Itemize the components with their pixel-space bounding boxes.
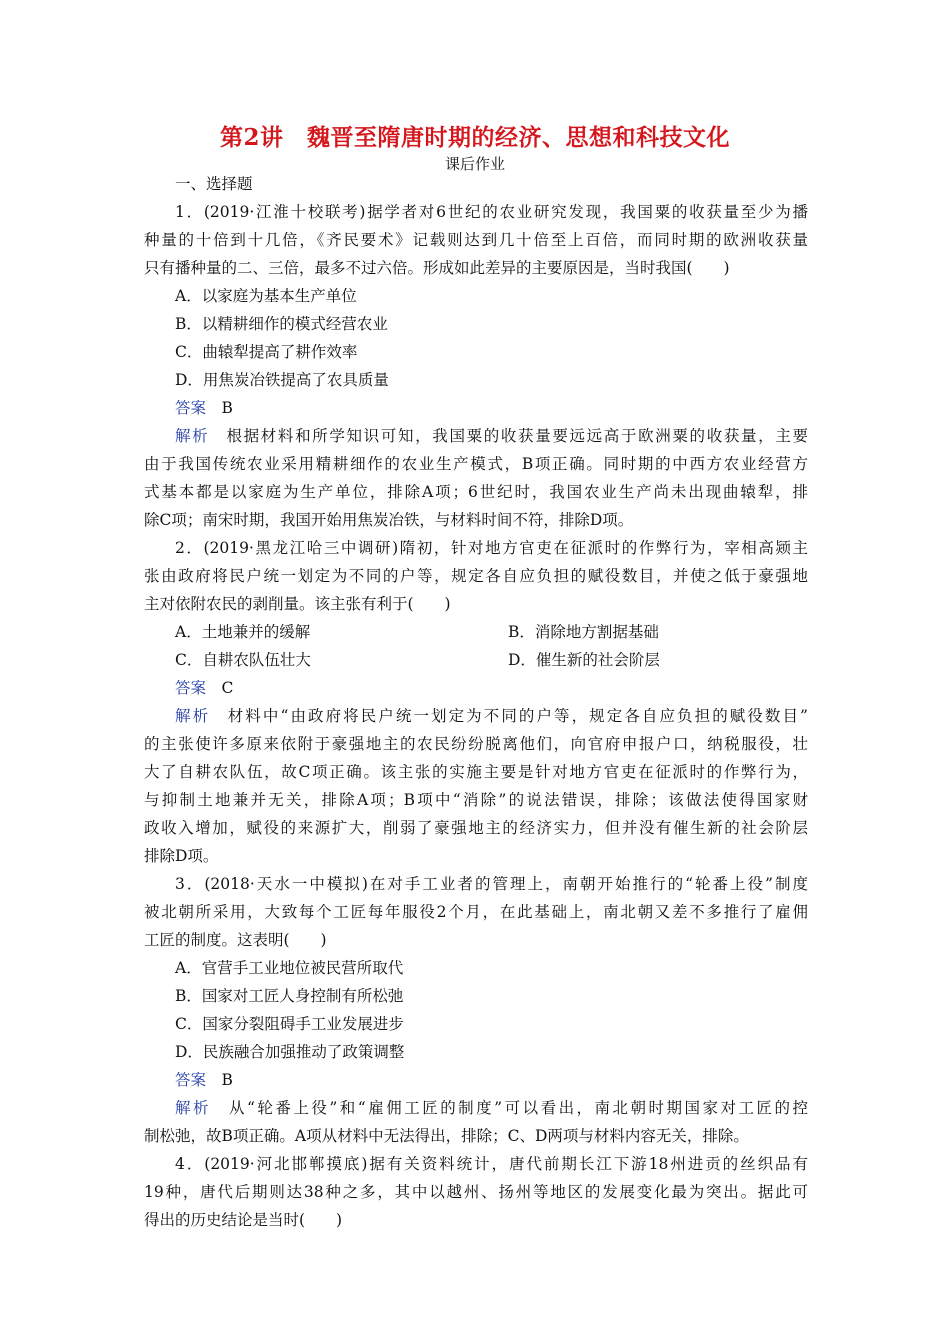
answer-label: 答案	[175, 399, 207, 417]
question-line: 4．(2019·河北邯郸摸底)据有关资料统计，唐代前期长江下游18州进贡的丝织品有	[175, 1155, 808, 1173]
question-1	[144, 198, 808, 534]
question-3	[144, 870, 808, 1150]
option-b: B．国家对工匠人身控制有所松弛	[175, 987, 404, 1005]
page-subtitle: 课后作业	[444, 155, 505, 173]
analysis-line	[144, 702, 808, 730]
answer-value: B	[221, 1071, 233, 1089]
analysis-text: 材料中“由政府将民户统一划定为不同的户等，规定各自应负担的赋役数目”	[227, 707, 808, 725]
question-2	[144, 534, 808, 870]
option-c: C．自耕农队伍壮大	[175, 651, 311, 669]
option-a: A．以家庭为基本生产单位	[175, 287, 357, 305]
question-line: 3．(2018·天水一中模拟)在对手工业者的管理上，南朝开始推行的“轮番上役”制度	[175, 875, 808, 893]
option-d: D．催生新的社会阶层	[508, 651, 660, 669]
analysis-line: 制松弛，故B项正确。A项从材料中无法得出，排除；C、D两项与材料内容无关，排除。	[144, 1127, 749, 1145]
answer-label: 答案	[175, 679, 207, 697]
option-d: D．民族融合加强推动了政策调整	[175, 1043, 405, 1061]
analysis-label: 解析	[175, 707, 211, 725]
answer-line	[144, 674, 808, 702]
analysis-text: 根据材料和所学知识可知，我国粟的收获量要远远高于欧洲粟的收获量，主要	[226, 427, 808, 445]
option-b: B．消除地方割据基础	[508, 623, 659, 641]
question-line: 1．(2019·江淮十校联考)据学者对6世纪的农业研究发现，我国粟的收获量至少为播	[175, 203, 808, 221]
analysis-line: 排除D项。	[144, 847, 219, 865]
option-a: A．土地兼并的缓解	[175, 623, 311, 641]
question-line: 19种，唐代后期则达38种之多，其中以越州、扬州等地区的发展变化最为突出。据此可	[144, 1183, 808, 1201]
option-row	[144, 618, 808, 646]
answer-line	[144, 394, 808, 422]
option-a: A．官营手工业地位被民营所取代	[175, 959, 404, 977]
option-d: D．用焦炭冶铁提高了农具质量	[175, 371, 389, 389]
question-line: 被北朝所采用，大致每个工匠每年服役2个月，在此基础上，南北朝又差不多推行了雇佣	[144, 903, 808, 921]
analysis-line: 与抑制土地兼并无关，排除A项；B项中“消除”的说法错误，排除；该做法使得国家财	[144, 791, 808, 809]
answer-value: C	[221, 679, 234, 697]
option-c: C．曲辕犁提高了耕作效率	[175, 343, 358, 361]
analysis-label: 解析	[175, 427, 210, 445]
question-line: 2．(2019·黑龙江哈三中调研)隋初，针对地方官吏在征派时的作弊行为，宰相高颎主	[175, 539, 808, 557]
question-line: 工匠的制度。这表明( )	[144, 931, 327, 949]
option-b: B．以精耕细作的模式经营农业	[175, 315, 388, 333]
question-line: 张由政府将民户统一划定为不同的户等，规定各自应负担的赋役数目，并使之低于豪强地	[144, 567, 808, 585]
answer-value: B	[221, 399, 233, 417]
analysis-line: 式基本都是以家庭为生产单位，排除A项；6世纪时，我国农业生产尚未出现曲辕犁，排	[144, 483, 808, 501]
question-line: 主对依附农民的剥削量。该主张有利于( )	[144, 595, 451, 613]
analysis-line: 除C项；南宋时期，我国开始用焦炭冶铁，与材料时间不符，排除D项。	[144, 511, 634, 529]
question-line: 只有播种量的二、三倍，最多不过六倍。形成如此差异的主要原因是，当时我国( )	[144, 259, 730, 277]
analysis-line: 由于我国传统农业采用精耕细作的农业生产模式，B项正确。同时期的中西方农业经营方	[144, 455, 808, 473]
section-heading: 一、选择题	[175, 175, 253, 193]
analysis-line	[144, 422, 808, 450]
page-title: 第2讲 魏晋至隋唐时期的经济、思想和科技文化	[219, 124, 730, 151]
analysis-label: 解析	[175, 1099, 211, 1117]
analysis-text: 从“轮番上役”和“雇佣工匠的制度”可以看出，南北朝时期国家对工匠的控	[229, 1099, 808, 1117]
answer-line	[144, 1066, 808, 1094]
question-line: 得出的历史结论是当时( )	[144, 1211, 343, 1229]
answer-label: 答案	[175, 1071, 207, 1089]
question-content	[144, 170, 808, 1234]
analysis-line	[144, 1094, 808, 1122]
analysis-line: 的主张使许多原来依附于豪强地主的农民纷纷脱离他们，向官府申报户口，纳税服役，壮	[144, 735, 808, 753]
option-c: C．国家分裂阻碍手工业发展进步	[175, 1015, 404, 1033]
question-4	[144, 1150, 808, 1234]
analysis-line: 政收入增加，赋役的来源扩大，削弱了豪强地主的经济实力，但并没有催生新的社会阶层	[144, 819, 808, 837]
question-line: 种量的十倍到十几倍，《齐民要术》记载则达到几十倍至上百倍，而同时期的欧洲收获量	[144, 231, 808, 249]
option-row	[144, 646, 808, 674]
analysis-line: 大了自耕农队伍，故C项正确。该主张的实施主要是针对地方官吏在征派时的作弊行为，	[144, 763, 808, 781]
